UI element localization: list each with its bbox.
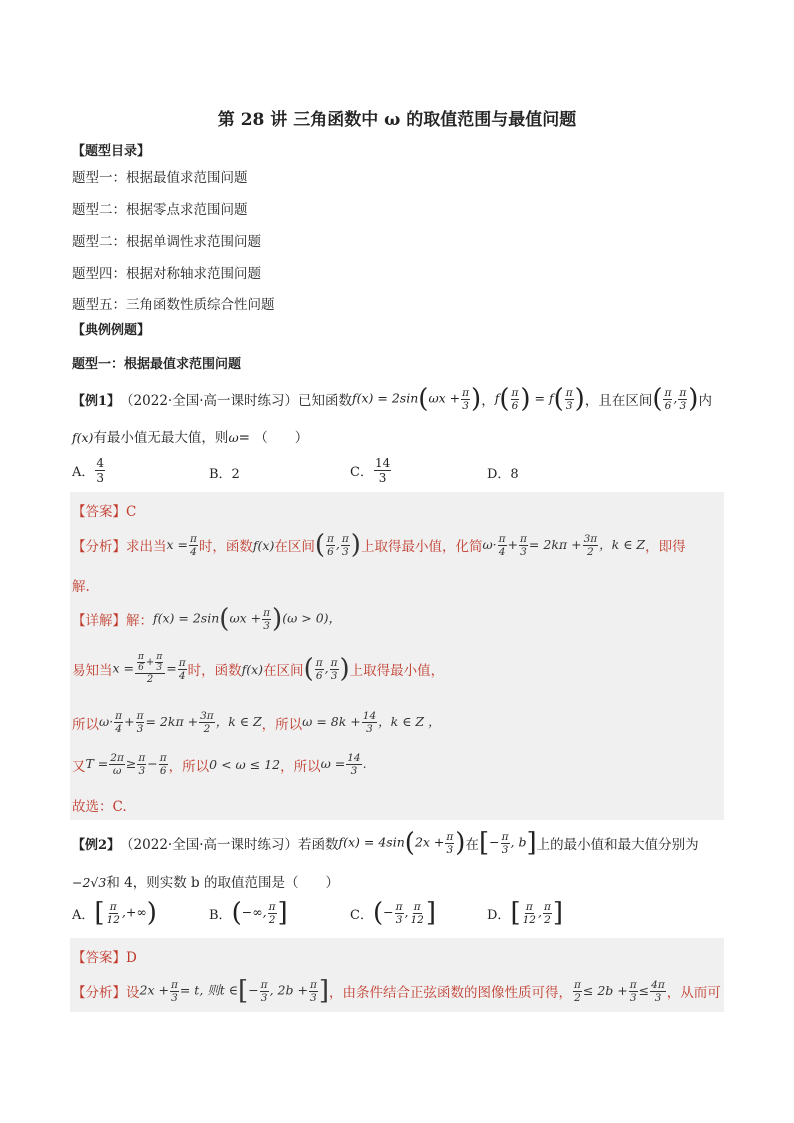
toc-item-2: 题型二：根据零点求范围问题 xyxy=(72,202,248,218)
example-1-condition: f( $\frac{\pi}{6}$ ) = f( $\frac{\pi}{3}$ ) xyxy=(494,384,585,414)
example-2-answer: 【答案】D xyxy=(72,950,137,966)
toc-item-4: 题型四：根据对称轴求范围问题 xyxy=(72,266,261,282)
example-1-detail-line-1: 【详解】 解： f(x) = 2sin(ωx + $\frac{\pi}{3}$ )(ω > 0)， xyxy=(72,604,342,634)
example-2-option-c: C． (− $\frac{\pi}{3}$ , $\frac{\pi}{12}$ ] xyxy=(350,898,437,928)
example-1-option-a: A． $\frac{4}{3}$ xyxy=(72,456,105,485)
example-1-analysis: 【分析】 求出当 x = $\frac{\pi}{4}$ 时，函数 f(x) 在区间 ( $\frac{\pi}{6}$ , $\frac{\pi}{3}$ ) 上取得最小值，化简 ω· $\frac{\pi}{4}$ + $\frac{\pi}{3}$ = 2kπ + $\frac{3\pi}{2}$ ，k ∈ Z ，即得 xyxy=(72,530,686,560)
section-heading-1: 题型一：根据最值求范围问题 xyxy=(72,357,242,372)
example-1-analysis-end: 解. xyxy=(72,579,90,595)
example-1-answer: 【答案】C xyxy=(72,504,137,520)
example-2-analysis: 【分析】 设 2x + $\frac{\pi}{3}$ = t, 则t ∈[− $\frac{\pi}{3}$ , 2b + $\frac{\pi}{3}$ ] ，由条件结合正弦函数的图像性质可得， $\frac{\pi}{2}$ ≤ 2b + $\frac{\pi}{3}$ ≤ $\frac{4\pi}{3}$ ，从而可 xyxy=(72,976,721,1006)
example-1-option-b: B．2 xyxy=(209,467,240,482)
examples-header: 【典例例题】 xyxy=(72,323,151,338)
example-1-detail-line-3: 所以 ω· $\frac{\pi}{4}$ + $\frac{\pi}{3}$ = 2kπ + $\frac{3\pi}{2}$ ，k ∈ Z ，所以 ω = 8k + $\frac{14}{3}$ ，k ∈ Z ， xyxy=(72,710,441,735)
example-1-interval: ( $\frac{\pi}{6}$ , $\frac{\pi}{3}$ ) xyxy=(652,384,699,414)
example-2-line-2: −2√3和 4，则实数 b 的取值范围是（ ） xyxy=(72,875,339,891)
example-2-option-b: B． (−∞, $\frac{\pi}{2}$ ] xyxy=(209,898,288,928)
example-1-tag: 【例1】 xyxy=(72,393,121,409)
page-title: 第 28 讲 三角函数中 ω 的取值范围与最值问题 xyxy=(217,110,577,130)
example-1-function: f(x) = 2sin(ωx + $\frac{\pi}{3}$ ) xyxy=(352,384,482,414)
example-1-choice: 故选：C. xyxy=(72,799,127,815)
example-1-source: （2022·全国·高一课时练习）已知函数 xyxy=(120,393,352,409)
example-2-option-a: A． [ $\frac{\pi}{12}$ ,+∞) xyxy=(72,898,157,928)
example-2-option-d: D． [ $\frac{\pi}{12}$ , $\frac{\pi}{2}$ ] xyxy=(487,898,564,928)
toc-item-3: 题型二：根据单调性求范围问题 xyxy=(72,234,261,250)
toc-item-1: 题型一：根据最值求范围问题 xyxy=(72,170,248,186)
example-2-tag: 【例2】 xyxy=(72,837,121,853)
example-1-option-d: D．8 xyxy=(487,467,519,482)
toc-item-5: 题型五：三角函数性质综合性问题 xyxy=(72,297,275,313)
example-1-option-c: C． $\frac{14}{3}$ xyxy=(350,456,391,485)
example-1-line-2: f(x)有最小值无最大值，则ω= （ ） xyxy=(72,430,309,446)
example-1-detail-line-4: 又 T = $\frac{2\pi}{\omega}$ ≥ $\frac{\pi}{3}$ − $\frac{\pi}{6}$ ，所以 0 < ω ≤ 12 ，所以 ω = $\frac{14}{3}$ . xyxy=(72,752,367,777)
toc-header: 【题型目录】 xyxy=(72,144,151,159)
example-2-line-1: 【例2】 （2022·全国·高一课时练习）若函数 f(x) = 4sin(2x + $\frac{\pi}{3}$ ) 在 [− $\frac{\pi}{3}$ , b] 上的最小值和最大值分别为 xyxy=(72,828,699,858)
example-1-line-1: 【例1】 （2022·全国·高一课时练习）已知函数 f(x) = 2sin(ωx + $\frac{\pi}{3}$ ) ， f( $\frac{\pi}{6}$ ) = f( $\frac{\pi}{3}$ ) ，且在区间 ( $\frac{\pi}{6}$ , $\frac{\pi}{3}$ ) 内 xyxy=(72,384,712,414)
example-1-detail-line-2: 易知当 x = $\frac{\pi}{6}$ + $\frac{\pi}{3}$ 2 = $\frac{\pi}{4}$ 时，函数 f(x) 在区间 ( $\frac{\pi}{6}$ , $\frac{\pi}{3}$ ) 上取得最小值， xyxy=(72,652,445,685)
